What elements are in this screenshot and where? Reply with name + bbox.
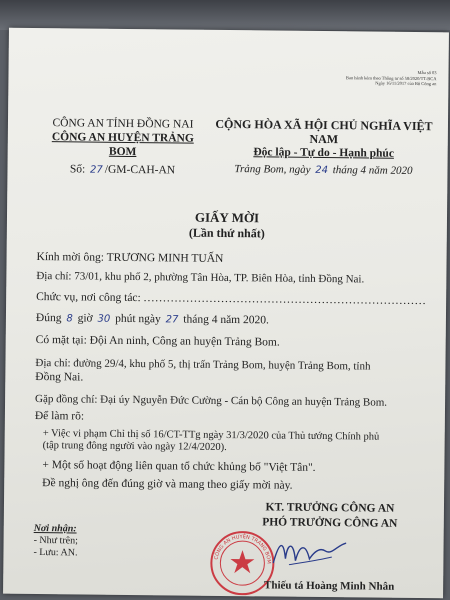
time-minute-label: phút ngày [115, 312, 161, 326]
fill-dots: ......................................................................... [143, 292, 427, 308]
position-line [36, 290, 436, 308]
nation-name: CỘNG HÒA XÃ HỘI CHỦ NGHĨA VIỆT NAM [215, 116, 433, 147]
purpose-item: + Việc vi phạm Chỉ thị số 16/CT-TTg ngày 31/3/2020 của Thủ tướng Chính phủ [42, 428, 380, 443]
date-day: 24 [315, 164, 329, 177]
recipient-item: - Lưu: AN. [33, 546, 78, 559]
star-icon [230, 550, 254, 573]
purpose-item-cont: (tập trung đông người vào ngày 12/4/2020). [42, 440, 227, 454]
form-note-line: Mẫu số 03 [417, 69, 437, 76]
request-line: Đề nghị ông đến đúng giờ và mang theo giấy mời này. [42, 477, 293, 492]
signature-title: KT. TRƯỞNG CÔNG AN [265, 501, 395, 515]
number-value: 27 [90, 164, 103, 176]
form-note-line: Ngày 16/11/2017 của Bộ Công an [375, 80, 437, 87]
signature-subtitle: PHÓ TRƯỞNG CÔNG AN [262, 516, 398, 530]
invitee-line: Kính mời ông: TRƯƠNG MINH TUẤN [36, 251, 224, 265]
time-suffix: tháng 4 năm 2020. [183, 313, 269, 327]
national-header-block [207, 117, 440, 179]
date-suffix: tháng 4 năm 2020 [332, 164, 413, 177]
issuing-agency-block [37, 116, 208, 179]
document-subtitle: (Lần thứ nhất) [188, 225, 265, 241]
unit-name: CÔNG AN HUYỆN TRẢNG BOM [51, 131, 194, 159]
document-page [3, 28, 449, 599]
time-day: 27 [165, 314, 179, 326]
number-code: /GM-CAH-AN [104, 163, 176, 177]
purpose-item: + Một số hoạt động liên quan tổ chức khủng bố "Việt Tân". [42, 459, 316, 474]
national-motto: Độc lập - Tự do - Hạnh phúc [253, 146, 395, 160]
position-label: Chức vụ, nơi công tác: [36, 291, 141, 305]
contact-officer: Gặp đồng chí: Đại úy Nguyễn Đức Cường - Cán bộ Công an huyện Trảng Bom. [35, 393, 388, 409]
recipient-item: - Như trên; [33, 534, 78, 547]
form-note-line: Ban hành kèm theo Thông tư số 58/2020/TT-BCA [345, 74, 437, 81]
time-prefix: Đúng [35, 312, 62, 325]
document-title: GIẤY MỜI [194, 209, 260, 226]
invitee-address: Địa chỉ: 73/01, khu phố 2, phường Tân Hòa, TP. Biên Hòa, tỉnh Đồng Nai. [36, 270, 365, 286]
issue-date [207, 162, 439, 179]
signer-name: Thiếu tá Hoàng Minh Nhân [263, 579, 395, 593]
recipients-heading: Nơi nhận: [33, 522, 77, 535]
document-number [37, 162, 207, 179]
handwritten-signature [269, 532, 349, 573]
venue-address-cont: Đồng Nai. [35, 371, 84, 384]
recipients-block [33, 523, 78, 559]
time-hour: 8 [66, 313, 73, 325]
stamp-text: CÔNG AN HUYỆN TRẢNG BOM [213, 534, 272, 564]
form-note [308, 69, 436, 87]
time-hour-label: giờ [77, 312, 93, 325]
appointment-time [36, 311, 436, 330]
venue-address: Địa chỉ: đường 29/4, khu phố 5, thị trấn Trảng Bom, huyện Trảng Bom, tỉnh [35, 357, 371, 373]
agency-name: CÔNG AN TỈNH ĐỒNG NAI [52, 117, 194, 131]
purpose-label: Để làm rõ: [34, 410, 85, 423]
background-top [0, 0, 450, 30]
date-prefix: Trảng Bom, ngày [234, 163, 311, 176]
time-minute: 30 [97, 313, 111, 325]
venue-line: Có mặt tại: Đội An ninh, Công an huyện Trảng Bom. [35, 334, 280, 349]
number-label: Số: [69, 163, 86, 176]
